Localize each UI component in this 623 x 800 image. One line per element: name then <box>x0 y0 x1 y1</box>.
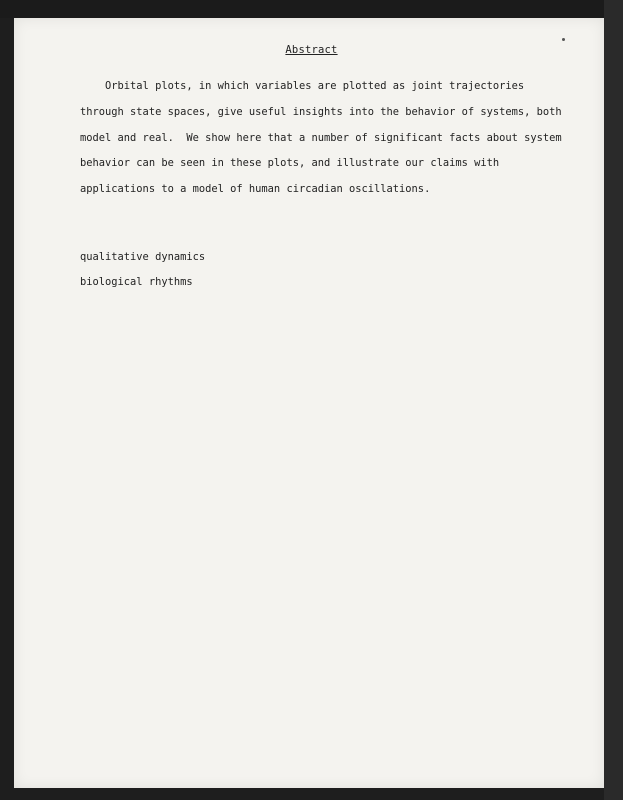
abstract-line-5: applications to a model of human circadian oscillations. <box>80 183 431 196</box>
abstract-line-3: model and real. We show here that a number of significant facts about system <box>80 131 562 144</box>
keyword-2: biological rhythms <box>80 276 193 288</box>
abstract-heading: Abstract <box>285 44 338 56</box>
paper-speck <box>562 38 565 41</box>
abstract-line-2: through state spaces, give useful insights into the behavior of systems, both <box>80 105 562 118</box>
abstract-line-4: behavior can be seen in these plots, and illustrate our claims with <box>80 157 500 170</box>
abstract-paragraph <box>80 74 562 203</box>
scan-border-top <box>0 0 623 18</box>
keyword-1: qualitative dynamics <box>80 251 206 263</box>
abstract-line-1: Orbital plots, in which variables are plotted as joint trajectories <box>80 80 525 92</box>
keywords-list <box>80 245 205 295</box>
scan-border-right <box>604 0 623 800</box>
